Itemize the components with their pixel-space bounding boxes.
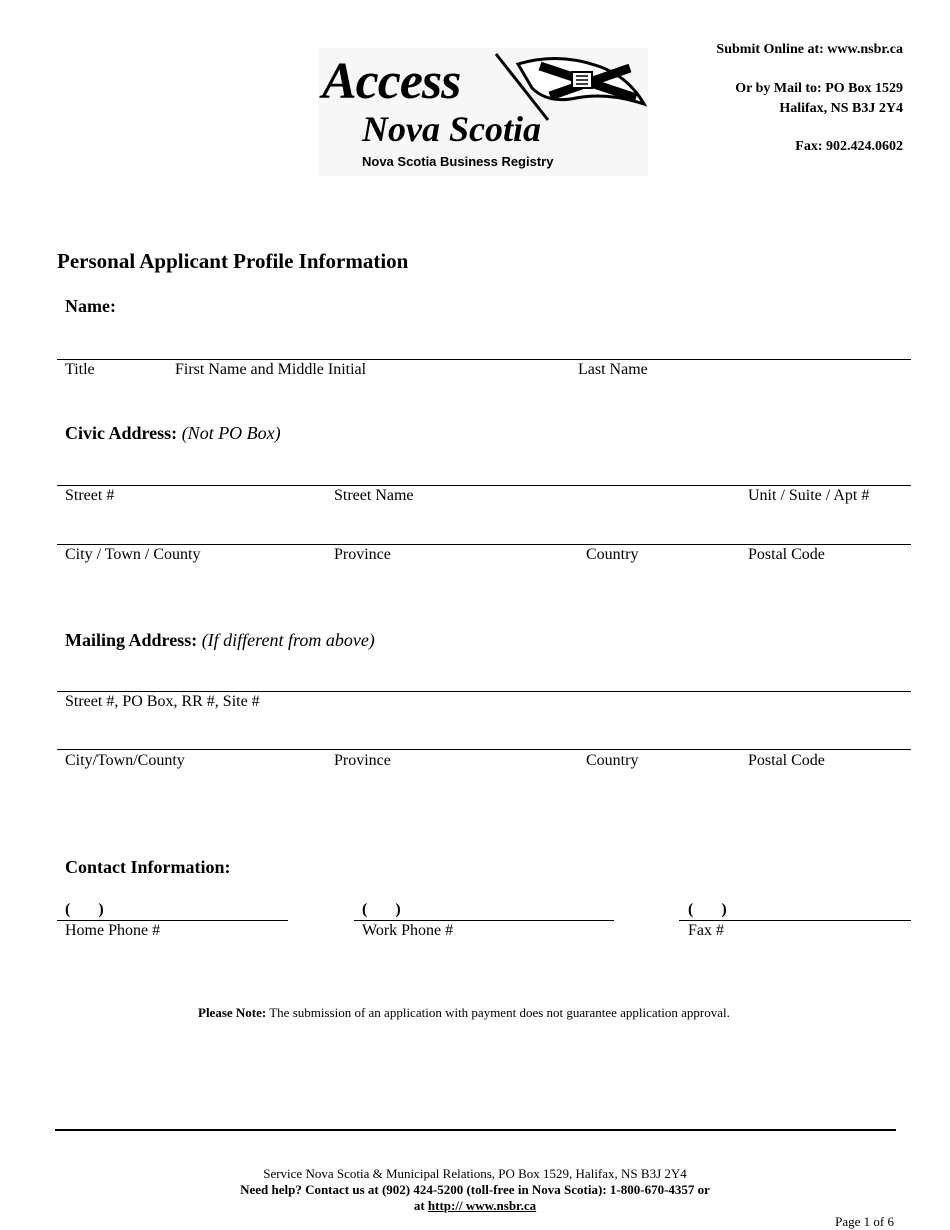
home-phone-input-line[interactable] [57, 920, 288, 921]
nsbr-website-link[interactable]: http:// www.nsbr.ca [427, 1198, 537, 1213]
fax-area-code: ( ) [688, 901, 727, 918]
mailing-postal-label: Postal Code [748, 752, 825, 769]
page-number: Page 1 of 6 [835, 1214, 894, 1229]
home-phone-label: Home Phone # [65, 922, 161, 939]
please-note: Please Note: The submission of an application with payment does not guarantee application approval. [198, 1005, 730, 1020]
access-nova-scotia-logo [318, 48, 648, 176]
civic-city-label: City / Town / County [65, 546, 201, 563]
mailing-row1-input-line[interactable] [57, 691, 911, 692]
civic-address-heading: Civic Address: (Not PO Box) [65, 423, 281, 443]
street-number-label: Street # [65, 487, 115, 504]
mail-address-line1: Or by Mail to: PO Box 1529 [735, 81, 903, 96]
submit-online-text: Submit Online at: www.nsbr.ca [716, 42, 903, 57]
contact-heading: Contact Information: [65, 857, 231, 877]
footer-link-line: at http:// www.nsbr.ca [413, 1198, 537, 1213]
mailing-address-note: (If different from above) [201, 630, 375, 650]
work-phone-area-code: ( ) [362, 901, 401, 918]
mailing-street-label: Street #, PO Box, RR #, Site # [65, 693, 260, 710]
civic-postal-label: Postal Code [748, 546, 825, 563]
first-name-label: First Name and Middle Initial [175, 361, 367, 378]
work-phone-label: Work Phone # [362, 922, 454, 939]
civic-country-label: Country [586, 546, 639, 563]
home-phone-area-code: ( ) [65, 901, 104, 918]
work-phone-input-line[interactable] [354, 920, 614, 921]
mailing-city-label: City/Town/County [65, 752, 185, 769]
mail-address-line2: Halifax, NS B3J 2Y4 [779, 101, 903, 116]
civic-province-label: Province [334, 546, 391, 563]
mailing-row2-input-line[interactable] [57, 749, 911, 750]
civic-address-note: (Not PO Box) [181, 423, 281, 443]
logo-registry-text: Nova Scotia Business Registry [362, 154, 554, 169]
name-input-line[interactable] [57, 359, 911, 360]
unit-label: Unit / Suite / Apt # [748, 487, 870, 504]
mailing-country-label: Country [586, 752, 639, 769]
page-title: Personal Applicant Profile Information [57, 249, 409, 273]
name-heading: Name: [65, 296, 116, 316]
footer-help: Need help? Contact us at (902) 424-5200 (toll-free in Nova Scotia): 1-800-670-4357 or [240, 1182, 710, 1197]
civic-row2-input-line[interactable] [57, 544, 911, 545]
civic-row1-input-line[interactable] [57, 485, 911, 486]
mailing-address-heading: Mailing Address: (If different from above) [65, 630, 375, 650]
last-name-label: Last Name [578, 361, 648, 378]
footer-divider [55, 1129, 896, 1131]
footer-address: Service Nova Scotia & Municipal Relations, PO Box 1529, Halifax, NS B3J 2Y4 [263, 1166, 687, 1181]
mailing-province-label: Province [334, 752, 391, 769]
fax-number: Fax: 902.424.0602 [795, 139, 903, 154]
title-label: Title [65, 361, 95, 378]
street-name-label: Street Name [334, 487, 414, 504]
logo-access-text: Access [322, 53, 461, 110]
logo-nova-scotia-text: Nova Scotia [362, 109, 541, 149]
fax-label: Fax # [688, 922, 724, 939]
fax-input-line[interactable] [679, 920, 911, 921]
